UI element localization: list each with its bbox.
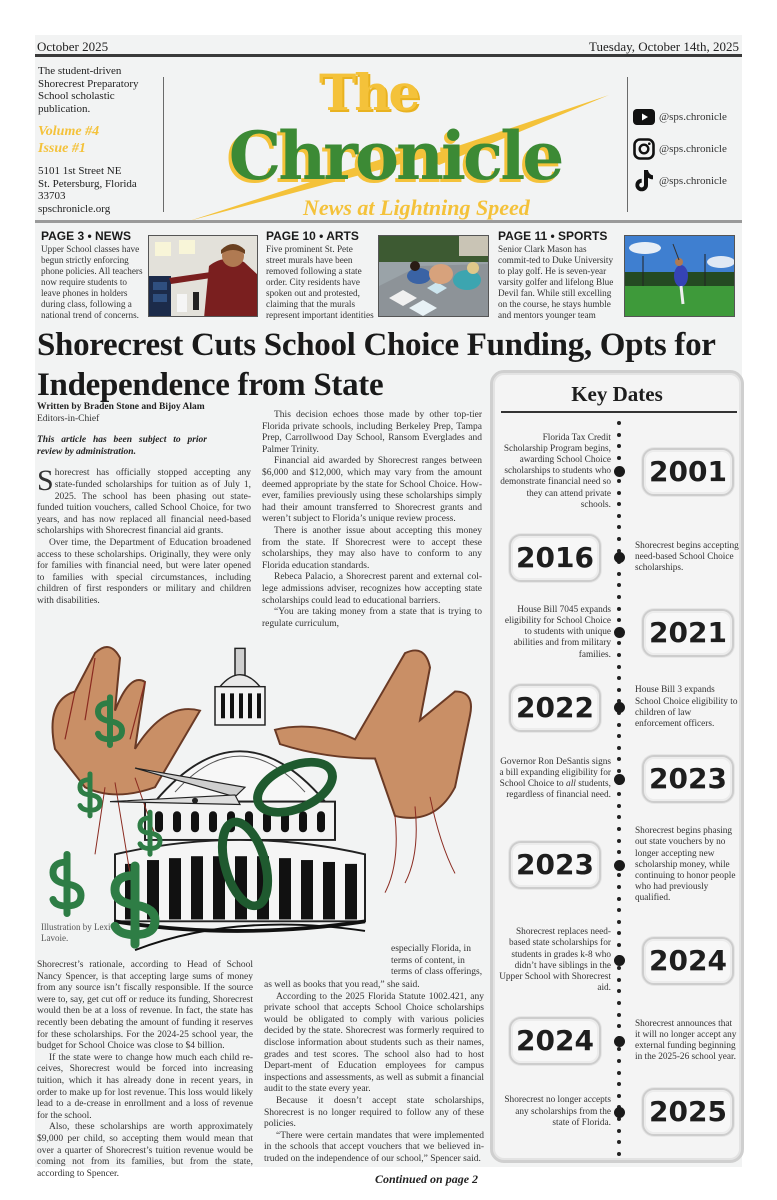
timeline-dot [617,421,621,425]
illustration-credit: Illustration by Lexi Lavoie. [41,922,111,943]
teaser-label: PAGE 10 • ARTS [266,229,359,243]
timeline-dot [617,978,621,982]
timeline-event-text: House Bill 3 expands School Choice eligibility to children of law enforcement officers. [635,685,738,729]
social-handle: @sps.chronicle [659,111,727,123]
byline-role: Editors-in-Chief [37,413,100,424]
teaser-label: PAGE 11 • SPORTS [498,229,608,243]
address [38,165,160,215]
timeline-year: 2024 [642,937,734,985]
masthead-divider [163,77,164,212]
social-tiktok[interactable] [633,165,741,197]
event-text-part: Governor Ron DeSantis signs a bill expanding eligibility for School Choice to [499,756,611,789]
timeline-marker [614,466,625,477]
volume-issue [38,123,160,157]
article-paragraph: “You are taking money from a state that is trying to regulate curriculum, [262,607,482,629]
timeline-event-text [497,757,611,802]
tiktok-icon [633,170,655,192]
key-dates-rule [501,411,737,413]
newspaper-page [35,35,742,1186]
timeline-dot [617,1152,621,1156]
timeline-dot [617,757,621,761]
timeline-dot [617,653,621,657]
masthead-rule [35,220,742,223]
timeline-year: 2024 [509,1017,601,1065]
timeline-dot [617,491,621,495]
timeline-marker [614,1036,625,1047]
timeline-event-text: House Bill 7045 expands eligibility for School Choice to students with unique abilities and from military families. [504,604,611,660]
timeline-year: 2023 [509,841,601,889]
timeline-marker [614,774,625,785]
logo-chronicle: Chronicle [228,117,562,195]
timeline-dot [617,827,621,831]
paragraph-text: horecrest has officially stopped accepting any state-funded scholarships for tuition as of July 1, 2025. The school has been phasing out state-funded tuition vouchers, called School Choice, for two years, and has now replaced all financial need-based scholarships with Shorecrest financial aid grants. [37,468,251,537]
article-paragraph: If the state were to change how much each child re-ceives, Shorecrest would be forced into increasing tuition, which it has already done in recent years, in order to make up for lost revenue. This loss would likely lead to a de-crease in enrollment and a loss of revenue for the school. [37,1052,253,1121]
article-column-1-bottom [37,960,253,1180]
article-paragraph: There is another issue about accepting this money from the state. If Shorecrest were to accept these scholarships, they may also have to conform to any Florida education standards. [262,525,482,571]
youtube-icon [633,106,655,128]
article-paragraph: especially Florida, in terms of content, in terms of class offerings, [391,944,483,978]
article-paragraph: According to the 2025 Florida Statute 1002.421, any private school that accepts School Choice scholarships would be obligated to comply with various policies decided by the state. Shorecrest was formerly required to disclose information about students such as their names, grades and test scores. The school also had to host Depart-ment of Education employees for campus inspections and assessments, as well as submit a financial audit to the state every year. [264,991,484,1095]
timeline-dot [617,665,621,669]
timeline-year: 2022 [509,684,601,732]
timeline-event-text: Shorecrest begins phasing out state vouchers by no longer accepting new scholarship money, while continuing to honor people who had previously qualified. [635,826,736,904]
teaser-news[interactable] [41,229,145,321]
social-youtube[interactable] [633,101,741,133]
timeline-dot [617,583,621,587]
illustration-capitol-scissors [35,634,485,952]
continued-link[interactable]: Continued on page 2 [375,1172,479,1186]
timeline-event-text: Shorecrest no longer accepts any scholarships from the state of Florida. [504,1095,611,1128]
timeline-year: 2025 [642,1088,734,1136]
timeline-dot [617,850,621,854]
event-text-part: students, regardless of financial need. [506,778,611,801]
timeline-dot [617,1129,621,1133]
timeline-dot [617,456,621,460]
timeline-dot [617,688,621,692]
timeline-dot [617,607,621,611]
byline: Written by Braden Stone and Bijoy Alam [37,402,205,412]
timeline-event-text: Shorecrest begins accepting need-based School Choice scholarships. [635,540,739,574]
timeline-dot [617,989,621,993]
timeline-dot [617,1047,621,1051]
article-column-2-bottom [264,980,484,1166]
issue: Issue #1 [38,141,86,156]
address-line-1: 5101 1st Street NE [38,165,122,177]
timeline-dot [617,676,621,680]
timeline-dot [617,1071,621,1075]
volume: Volume #4 [38,124,100,139]
timeline-dot [617,1013,621,1017]
timeline-event-text: Shorecrest announces that it will no longer accept any external funding beginning in the 2025-26 school year. [635,1018,737,1063]
timeline-dot [617,885,621,889]
timeline-marker [614,1107,625,1118]
timeline-event-text: Florida Tax Credit Scholarship Program begins, awarding School Choice scholarships to students who demonstrate financial need so they can attend private schools. [500,432,611,510]
timeline-dot [617,525,621,529]
timeline-year: 2021 [642,609,734,657]
timeline-marker [614,552,625,563]
timeline-year: 2016 [509,534,601,582]
article-paragraph: “There were certain mandates that were implemented in the schools that accept vouchers that we believed in-truded on the independence of our school,” Spencer said. [264,1130,484,1164]
headline-line: Independence from State [37,367,384,403]
teaser-photo-golf [624,235,735,317]
timeline-dot [617,804,621,808]
timeline-dot [617,815,621,819]
timeline-dot [617,514,621,518]
timeline-dot [617,931,621,935]
social-handle: @sps.chronicle [659,143,727,155]
left-hand-icon [53,647,201,794]
social-links [633,101,741,197]
publication-description: The student-driven Shorecrest Preparatory School scholastic publication. [38,65,139,115]
timeline-dot [617,1001,621,1005]
teaser-photo-murals [378,235,489,317]
timeline-dot [617,444,621,448]
timeline-dot [617,1094,621,1098]
teaser-arts[interactable] [266,229,374,321]
article-paragraph: This decision echoes those made by other top-tier Florida private schools, including Berkeley Prep, Tampa Prep, Carrollwood Day School, Ransom Everglades and Palmer Trinity. [262,410,482,455]
timeline-dot [617,1059,621,1063]
social-instagram[interactable] [633,133,741,165]
timeline-dot [617,873,621,877]
key-dates-title: Key Dates [571,382,663,406]
timeline-year: 2001 [642,448,734,496]
article-paragraph [37,464,251,538]
instagram-icon [633,138,655,160]
article-paragraph: Shorecrest’s rationale, according to Head of School Nancy Spencer, is that accepting large sums of money from any source isn’t fiscally responsible. If the source were to, say, get cut off or reduce its funding, Shorecrest would then be at a loss of revenue. In fact, the state has recently been debating the amount of funding it reserves for these scholarships. For the 2024-25 school year, the budget for School Choice was close to $4 billion. [37,960,253,1052]
drop-cap: S [37,464,54,498]
timeline-dot [617,502,621,506]
timeline-dot [617,943,621,947]
teaser-text: Senior Clark Mason has commit-ted to Duke University to play golf. He is seven-year varsity golfer and lifelong Blue Devil fan. While still excelling on the course, he stays humble and mentors younger team [498,244,614,320]
timeline-dot [617,966,621,970]
timeline-marker [614,702,625,713]
teaser-photo-phones [148,235,258,317]
article-column-2 [262,410,482,630]
timeline-dot [617,908,621,912]
timeline-marker [614,955,625,966]
timeline-dot [617,641,621,645]
issue-month: October 2025 [37,39,109,54]
timeline-dot [617,839,621,843]
article-paragraph: as well as books that you read,” she said. [264,980,420,990]
website[interactable]: spschronicle.org [38,202,111,215]
slogan: News at Lightning Speed [299,195,534,221]
masthead-info [38,65,160,215]
address-line-2: St. Petersburg, Florida 33703 [38,177,137,202]
timeline-dot [617,537,621,541]
article-paragraph: Financial aid awarded by Shorecrest ranges between $6,000 and $12,000, which may vary from the amount deemed appropriate by the state for School Choice. How-ever, families previously using these scholarships simply had their amount transferred to Shorecrest grants and weren’t subject to Florida’s unique review process. [262,456,482,525]
timeline-dot [617,1024,621,1028]
timeline-dot [617,723,621,727]
article-column-1 [37,402,251,608]
timeline-dot [617,595,621,599]
masthead-logo [169,63,621,225]
timeline-event-text: Shorecrest replaces need-based state scholarships for students in grades k-8 who didn’t have siblings in the Upper School with Shorecrest aid. [499,927,611,994]
timeline-dot [617,479,621,483]
article-paragraph: Also, these scholarships are worth approximately $9,000 per child, so accepting them would mean that over a quarter of Shorecrest’s tuition revenue would be coming not from its families, but from the state, according to Spencer. [37,1122,253,1179]
timeline-dot [617,433,621,437]
timeline-dot [617,618,621,622]
timeline-dot [617,769,621,773]
event-text-emphasis: all [566,778,576,789]
timeline-dot [617,792,621,796]
timeline-dot [617,572,621,576]
timeline-dot [617,920,621,924]
timeline-dot [617,746,621,750]
teaser-label: PAGE 3 • NEWS [41,229,131,243]
timeline-dot [617,1140,621,1144]
masthead-divider [627,77,628,212]
review-note: This article has been subject to prior review by administration. [37,435,207,457]
timeline-dot [617,1082,621,1086]
timeline-dot [617,734,621,738]
logo-the: The [319,63,419,122]
headline-line: Shorecrest Cuts School Choice Funding, Opts for [37,327,716,363]
social-handle: @sps.chronicle [659,175,727,187]
timeline-marker [614,860,625,871]
teaser-sports[interactable] [498,229,618,321]
teaser-text: Upper School classes have begun strictly enforcing phone policies. All teachers now require students to leave phones in holders during class, following a national trend of concerns. [41,244,143,320]
article-paragraph: Rebeca Palacio, a Shorecrest parent and external col-lege admissions adviser, recognizes how accepting state scholarships could lead to educational barriers. [262,572,482,606]
timeline-year: 2023 [642,755,734,803]
timeline-dot [617,897,621,901]
issue-date: Tuesday, October 14th, 2025 [589,39,739,54]
article-paragraph: Because it doesn’t accept state scholarships, Shorecrest is no longer required to follow any of these policies. [264,1095,484,1130]
timeline-marker [614,627,625,638]
key-dates-sidebar [490,370,744,1163]
date-bar [35,35,742,57]
article-paragraph: Over time, the Department of Education broadened access to these scholarships. Originally, they were only for families with financial need, but were later opened to families with special circumstances, including children of first responders or military and children with disabilities. [37,537,251,606]
teaser-text: Five prominent St. Pete street murals have been removed following a state order. City residents have spoken out and protested, claiming that the murals represent important identities [266,244,374,320]
article-wrap-text [391,944,483,979]
